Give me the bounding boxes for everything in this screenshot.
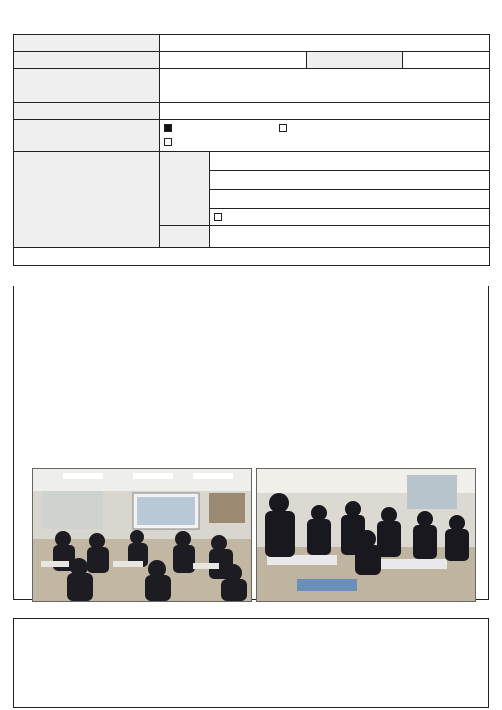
photo-practical-training (256, 468, 476, 602)
ability-label (14, 120, 160, 152)
teacher-label (14, 52, 160, 69)
teacher-value (160, 52, 307, 69)
class-label (14, 152, 160, 248)
checkbox-empty-icon (279, 124, 287, 132)
jugyo-row (210, 190, 490, 209)
ability-option[interactable] (279, 122, 289, 136)
jugyo-label (160, 152, 210, 226)
school-label (14, 35, 160, 52)
ability-option[interactable] (164, 122, 276, 136)
jugyo-option-other[interactable] (214, 213, 224, 222)
date-value (403, 52, 490, 69)
checkbox-empty-icon (214, 213, 222, 221)
jugyo-row (210, 171, 490, 190)
info-table (13, 34, 490, 266)
ability-option[interactable] (164, 136, 174, 150)
school-value (160, 35, 490, 52)
checkbox-empty-icon (164, 138, 172, 146)
target-label (14, 103, 160, 120)
checkbox-checked-icon (164, 124, 172, 132)
katei-label (160, 226, 210, 248)
content-section-title (14, 248, 490, 266)
photo-video-lecture (32, 468, 252, 602)
katei-options (210, 226, 490, 248)
jugyo-row (210, 152, 490, 171)
date-label (307, 52, 403, 69)
content-section (13, 286, 489, 600)
home-learning-section (13, 618, 489, 708)
target-value (160, 103, 490, 120)
